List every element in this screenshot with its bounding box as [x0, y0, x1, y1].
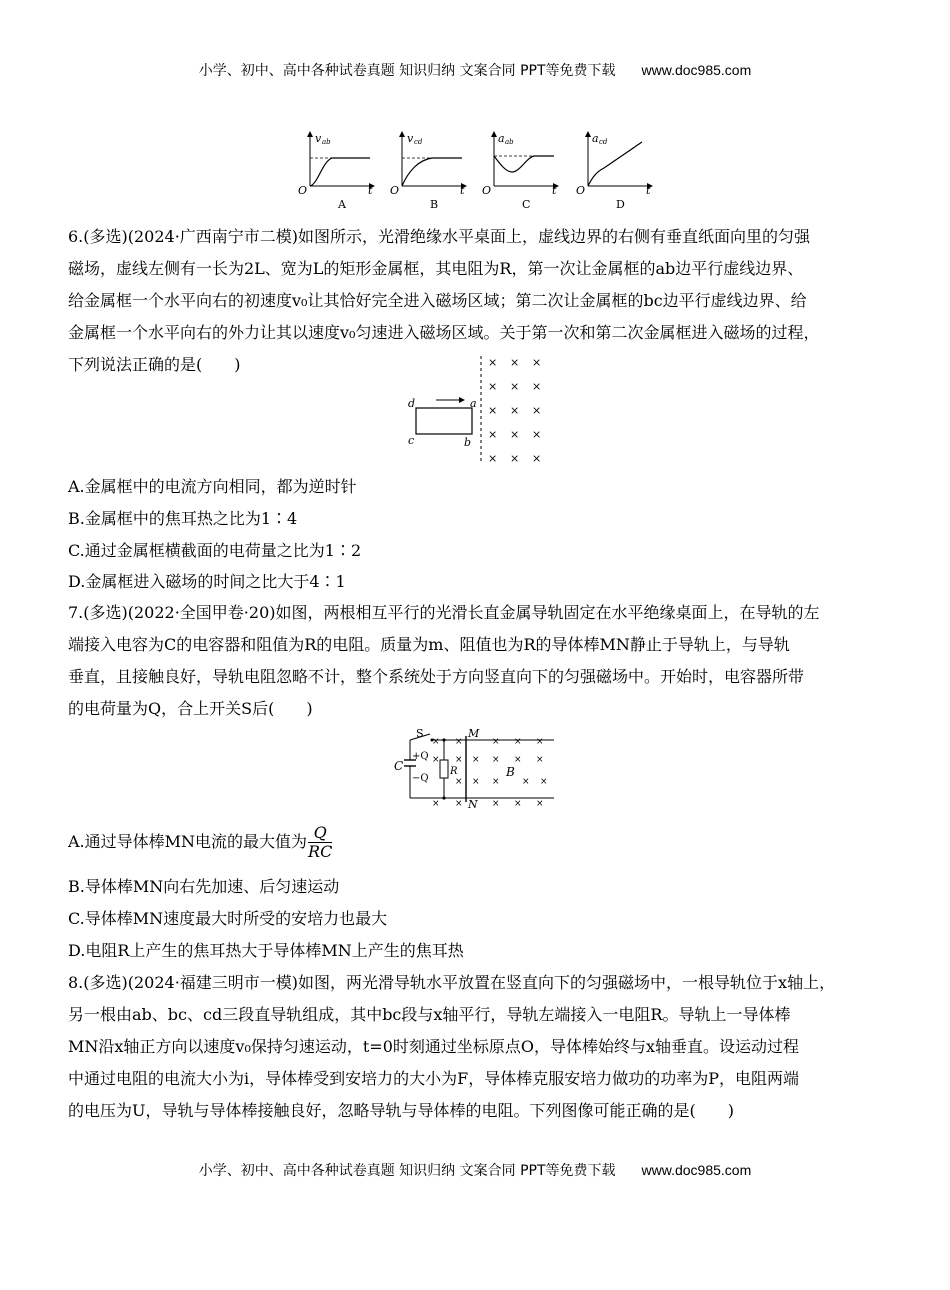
field-cross: × — [510, 380, 520, 393]
field-cross: × — [455, 777, 463, 787]
graph-d-caption: D — [616, 198, 625, 211]
q6-option-a: A.金属框中的电流方向相同，都为逆时针 — [68, 477, 357, 496]
graph-b-ylabel: v — [407, 132, 414, 145]
graph-c-ylabel: a — [498, 132, 505, 145]
q7-label-s: S — [416, 727, 424, 740]
field-cross: × — [492, 755, 500, 765]
q7-label-minus-q: −Q — [412, 773, 429, 784]
q6-label-c: c — [408, 434, 415, 447]
field-cross: × — [514, 755, 522, 765]
q7-fraction-denominator: RC — [308, 842, 333, 861]
q7-line-1: 7.(多选)(2022·全国甲卷·20)如图，两根相互平行的光滑长直金属导轨固定在水平绝缘桌面上，在导轨的左 — [68, 603, 820, 622]
q6-label-b: b — [464, 436, 472, 449]
q6-metal-frame — [416, 408, 472, 434]
graph-d-origin: O — [576, 184, 586, 197]
field-cross: × — [510, 428, 520, 441]
field-cross: × — [455, 755, 463, 765]
q7-option-d: D.电阻R上产生的焦耳热大于导体棒MN上产生的焦耳热 — [68, 941, 464, 960]
q6-line-5: 下列说法正确的是( ) — [68, 355, 241, 374]
graph-b-origin: O — [390, 184, 400, 197]
field-cross: × — [540, 777, 548, 787]
graph-a-caption: A — [338, 198, 346, 211]
q7-label-plus-q: +Q — [412, 751, 429, 762]
field-cross: × — [510, 356, 520, 369]
graph-d-sub: cd — [599, 138, 608, 146]
q8-line-5: 的电压为U，导轨与导体棒接触良好，忽略导轨与导体棒的电阻。下列图像可能正确的是( ) — [68, 1101, 734, 1120]
field-cross: × — [432, 799, 440, 809]
field-cross: × — [536, 737, 544, 747]
field-cross: × — [488, 356, 498, 369]
field-cross: × — [532, 428, 542, 441]
q7-label-r: R — [450, 766, 458, 777]
q7-label-c: C — [394, 759, 404, 773]
graph-d-t: t — [646, 184, 651, 197]
field-cross: × — [488, 380, 498, 393]
q7-option-c: C.导体棒MN速度最大时所受的安培力也最大 — [68, 909, 388, 928]
field-cross: × — [514, 799, 522, 809]
graph-b — [390, 132, 466, 211]
page-footer — [0, 1160, 950, 1180]
q6-option-b: B.金属框中的焦耳热之比为1∶4 — [68, 509, 298, 528]
field-cross: × — [455, 799, 463, 809]
header-url: www.doc985.com — [641, 62, 752, 78]
field-cross: × — [492, 799, 500, 809]
graph-c-origin: O — [482, 184, 492, 197]
q6-line-3: 给金属框一个水平向右的初速度v₀让其恰好完全进入磁场区域；第二次让金属框的bc边平行虚线边界、给 — [68, 291, 807, 310]
graph-a — [298, 132, 374, 211]
field-cross: × — [536, 799, 544, 809]
q7-line-3: 垂直，且接触良好，导轨电阻忽略不计，整个系统处于方向竖直向下的匀强磁场中。开始时，电容器所带 — [68, 667, 805, 686]
q6-label-d: d — [408, 397, 416, 410]
field-cross: × — [522, 777, 530, 787]
field-cross: × — [472, 777, 480, 787]
footer-text: 小学、初中、高中各种试卷真题 知识归纳 文案合同 PPT等免费下载 — [198, 1163, 616, 1179]
page-header — [0, 60, 950, 80]
q8-line-4: 中通过电阻的电流大小为i，导体棒受到安培力的大小为F，导体棒克服安培力做功的功率为P，电阻两端 — [68, 1069, 799, 1088]
field-cross: × — [510, 404, 520, 417]
q7-option-a-text: A.通过导体棒MN电流的最大值为 — [68, 832, 308, 851]
q7-figure — [394, 726, 560, 810]
field-cross: × — [488, 404, 498, 417]
q6-option-d: D.金属框进入磁场的时间之比大于4∶1 — [68, 572, 346, 591]
graph-d — [576, 132, 652, 211]
field-cross: × — [532, 452, 542, 465]
field-cross: × — [472, 755, 480, 765]
field-cross: × — [432, 755, 440, 765]
graph-d-ylabel: a — [592, 132, 599, 145]
q6-field-crosses — [488, 356, 541, 465]
graph-a-ylabel: v — [315, 132, 322, 145]
footer-url: www.doc985.com — [641, 1162, 752, 1178]
field-cross: × — [532, 356, 542, 369]
graphs-figure — [290, 128, 670, 210]
field-cross: × — [514, 737, 522, 747]
q8-line-3: MN沿x轴正方向以速度v₀保持匀速运动，t=0时刻通过坐标原点O，导体棒始终与x轴垂直。设运动过程 — [68, 1037, 800, 1056]
graph-b-sub: cd — [414, 138, 423, 146]
field-cross: × — [532, 380, 542, 393]
field-cross: × — [488, 452, 498, 465]
graph-a-origin: O — [298, 184, 308, 197]
graph-c-caption: C — [522, 198, 531, 211]
graph-c-sub: ab — [505, 138, 514, 146]
graph-a-t: t — [368, 184, 373, 197]
q7-label-m: M — [468, 727, 480, 740]
q7-label-n: N — [468, 798, 478, 811]
q6-line-4: 金属框一个水平向右的外力让其以速度v₀匀速进入磁场区域。关于第一次和第二次金属框进入磁场的过程， — [68, 323, 820, 342]
graph-c — [482, 132, 558, 211]
q6-line-2: 磁场，虚线左侧有一长为2L、宽为L的矩形金属框，其电阻为R，第一次让金属框的ab边平行虚线边界、 — [68, 259, 804, 278]
graph-c-t: t — [552, 184, 557, 197]
graph-b-t: t — [460, 184, 465, 197]
q7-resistor — [440, 760, 448, 778]
q7-line-2: 端接入电容为C的电容器和阻值为R的电阻。质量为m、阻值也为R的导体棒MN静止于导轨上，与导轨 — [68, 635, 790, 654]
q7-option-a — [68, 822, 332, 862]
q7-option-a-fraction — [308, 824, 332, 861]
q7-fraction-numerator: Q — [308, 824, 332, 843]
q6-line-1: 6.(多选)(2024·广西南宁市二模)如图所示，光滑绝缘水平桌面上，虚线边界的右侧有垂直纸面向里的匀强 — [68, 227, 811, 246]
header-text: 小学、初中、高中各种试卷真题 知识归纳 文案合同 PPT等免费下载 — [198, 63, 616, 79]
field-cross: × — [510, 452, 520, 465]
q6-figure — [404, 352, 554, 468]
field-cross: × — [492, 777, 500, 787]
field-cross: × — [455, 737, 463, 747]
q7-label-b: B — [506, 765, 515, 779]
graph-b-caption: B — [430, 198, 439, 211]
field-cross: × — [432, 737, 440, 747]
field-cross: × — [492, 737, 500, 747]
q6-label-a: a — [470, 397, 477, 410]
q8-line-1: 8.(多选)(2024·福建三明市一模)如图，两光滑导轨水平放置在竖直向下的匀强磁场中，一根导轨位于x轴上， — [68, 973, 836, 992]
field-cross: × — [536, 755, 544, 765]
q7-option-b: B.导体棒MN向右先加速、后匀速运动 — [68, 877, 340, 896]
q6-option-c: C.通过金属框横截面的电荷量之比为1∶2 — [68, 541, 362, 560]
field-cross: × — [488, 428, 498, 441]
field-cross: × — [532, 404, 542, 417]
q7-line-4: 的电荷量为Q，合上开关S后( ) — [68, 699, 313, 718]
graph-a-sub: ab — [322, 138, 331, 146]
q8-line-2: 另一根由ab、bc、cd三段直导轨组成，其中bc段与x轴平行，导轨左端接入一电阻R。导轨上一导体棒 — [68, 1005, 791, 1024]
